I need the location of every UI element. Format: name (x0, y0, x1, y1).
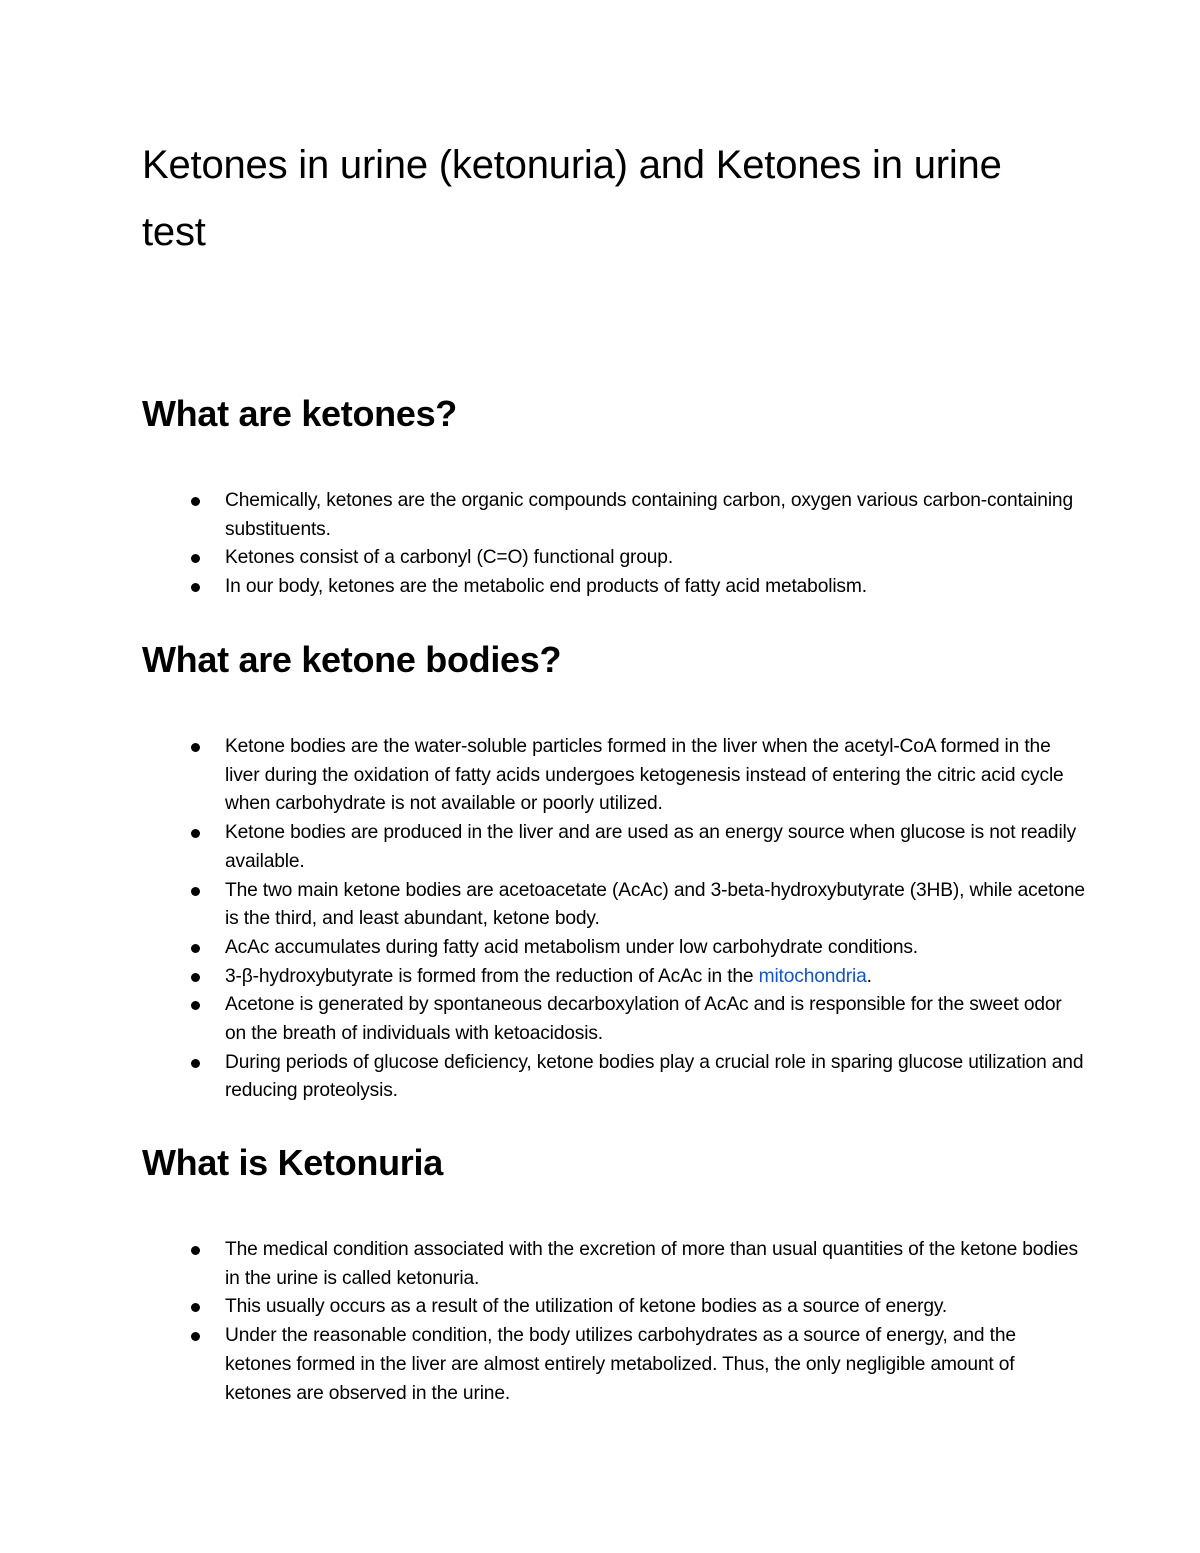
bullet-icon (191, 973, 200, 982)
bullet-icon (191, 497, 200, 506)
list-item (0, 963, 1085, 992)
list-item-text: Ketone bodies are the water-soluble particles formed in the liver when the acetyl-CoA formed in the liver during the oxidation of fatty acids undergoes ketogenesis instead of entering the citric acid cycle when carbohydrate is not available or poorly utilized. (225, 736, 1064, 815)
bullet-icon (191, 944, 200, 953)
list-item-text-after-link: . (866, 965, 872, 987)
section-heading-ketone-bodies: What are ketone bodies? (142, 639, 562, 680)
list-item (0, 573, 1085, 602)
list-item-text: During periods of glucose deficiency, ketone bodies play a crucial role in sparing glucose utilization and reducing proteolysis. (225, 1051, 1084, 1102)
list-item-text: Ketones consist of a carbonyl (C=O) functional group. (225, 547, 673, 569)
list-item (0, 877, 1085, 934)
bullet-icon (191, 887, 200, 896)
section-heading-ketonuria: What is Ketonuria (142, 1142, 443, 1183)
bullet-icon (191, 743, 200, 752)
list-item (0, 733, 1085, 819)
list-item (0, 991, 1085, 1048)
list-item-text: The medical condition associated with the excretion of more than usual quantities of the ketone bodies in the urine is called ketonuria. (225, 1239, 1078, 1289)
list-item (0, 1236, 1085, 1293)
bullet-icon (191, 1246, 200, 1255)
list-item (0, 487, 1085, 544)
mitochondria-link[interactable]: mitochondria (758, 965, 867, 987)
list-item-text: Ketone bodies are produced in the liver and are used as an energy source when glucose is not readily available. (225, 822, 1077, 872)
bullet-list-ketonuria (0, 1236, 1200, 1408)
list-item (0, 1322, 1085, 1408)
list-item (0, 1293, 1085, 1322)
bullet-list-ketone-bodies (0, 733, 1200, 1106)
list-item-text: In our body, ketones are the metabolic end products of fatty acid metabolism. (225, 576, 867, 598)
document-title: Ketones in urine (ketonuria) and Ketones in urine test (142, 143, 1002, 254)
bullet-icon (191, 554, 200, 563)
list-item-text: Chemically, ketones are the organic compounds containing carbon, oxygen various carbon-containing substituents. (225, 490, 1073, 540)
list-item (0, 1049, 1085, 1106)
bullet-icon (191, 1332, 200, 1341)
section-heading-ketones: What are ketones? (142, 393, 457, 434)
list-item (0, 819, 1085, 876)
bullet-icon (191, 829, 200, 838)
list-item (0, 934, 1085, 963)
list-item-text: AcAc accumulates during fatty acid metabolism under low carbohydrate conditions. (225, 936, 918, 958)
list-item-text: The two main ketone bodies are acetoacetate (AcAc) and 3-beta-hydroxybutyrate (3HB), while acetone is the third, and least abundant, ketone body. (225, 879, 1085, 930)
bullet-icon (191, 1303, 200, 1312)
list-item-text-before-link: 3-β-hydroxybutyrate is formed from the reduction of AcAc in the (225, 965, 759, 987)
bullet-list-ketones (0, 487, 1200, 602)
list-item-text: Acetone is generated by spontaneous decarboxylation of AcAc and is responsible for the sweet odor on the breath of individuals with ketoacidosis. (225, 994, 1062, 1045)
list-item-text: This usually occurs as a result of the utilization of ketone bodies as a source of energy. (225, 1296, 948, 1318)
bullet-icon (191, 1001, 200, 1010)
bullet-icon (191, 583, 200, 592)
bullet-icon (191, 1059, 200, 1068)
list-item (0, 544, 1085, 573)
list-item-text: Under the reasonable condition, the body utilizes carbohydrates as a source of energy, and the ketones formed in the liver are almost entirely metabolized. Thus, the only negligible amount of ketones are observed in the urine. (225, 1325, 1016, 1404)
